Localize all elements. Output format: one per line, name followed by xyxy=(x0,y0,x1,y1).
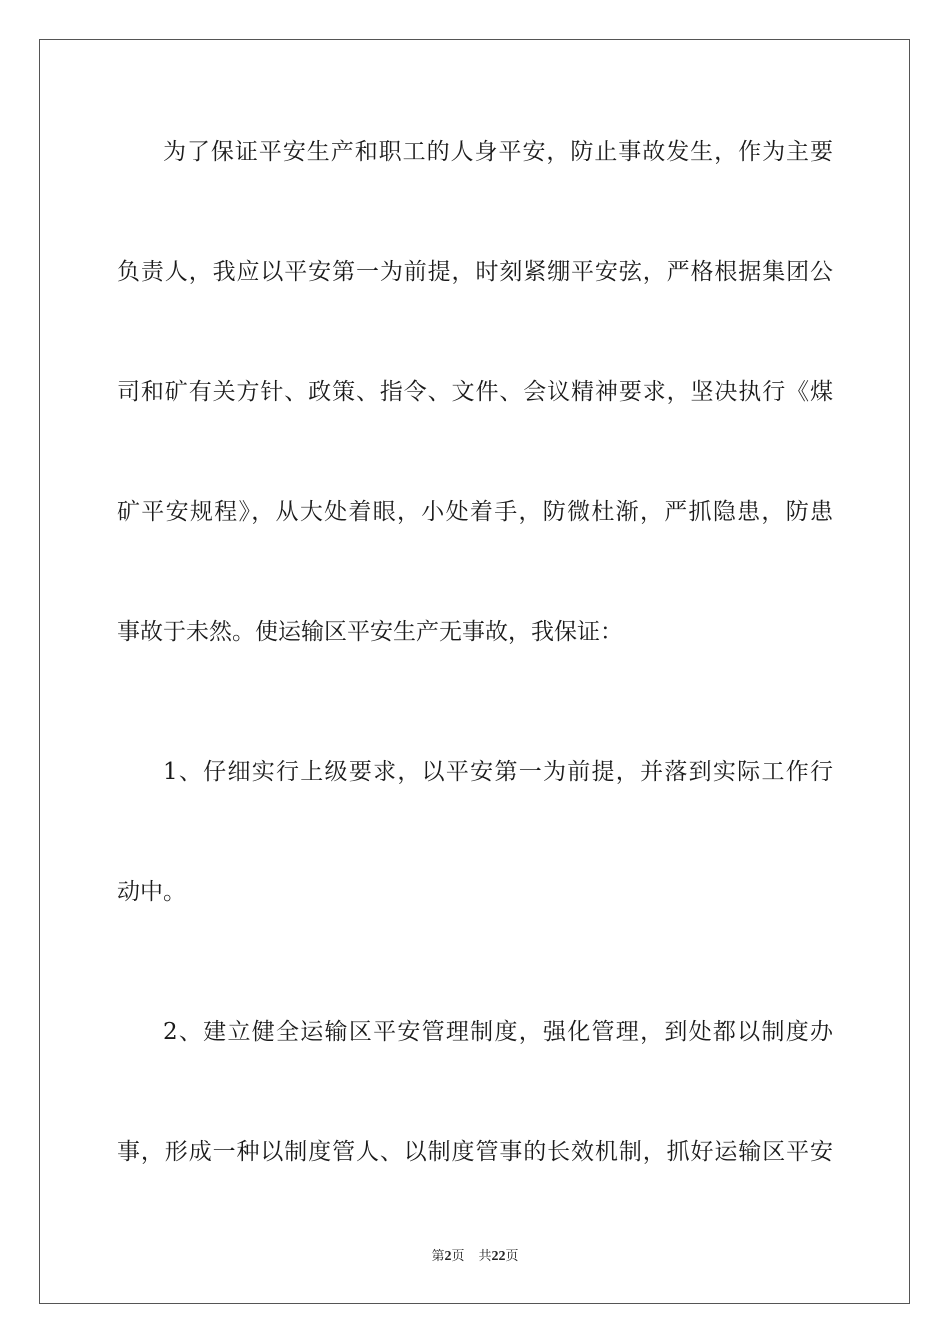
page-total: 22 xyxy=(491,1249,506,1264)
paragraph-line: 事故于未然。使运输区平安生产无事故，我保证： xyxy=(117,619,623,645)
total-prefix: 共 xyxy=(478,1249,492,1264)
page-current: 2 xyxy=(444,1249,452,1264)
page-suffix: 页 xyxy=(451,1249,465,1264)
paragraph-line: 1、仔细实行上级要求，以平安第一为前提，并落到实际工作行 xyxy=(163,759,833,785)
paragraph-line: 司和矿有关方针、政策、指令、文件、会议精神要求，坚决执行《煤 xyxy=(117,379,833,405)
paragraph-line: 事，形成一种以制度管人、以制度管事的长效机制，抓好运输区平安 xyxy=(117,1139,833,1165)
page-border xyxy=(39,39,910,1304)
total-suffix: 页 xyxy=(505,1249,519,1264)
page-number-footer xyxy=(0,1245,950,1265)
paragraph-line: 负责人，我应以平安第一为前提，时刻紧绷平安弦，严格根据集团公 xyxy=(117,259,833,285)
paragraph-line: 矿平安规程》，从大处着眼，小处着手，防微杜渐，严抓隐患，防患 xyxy=(117,499,833,525)
page-prefix: 第 xyxy=(431,1249,445,1264)
paragraph-line: 2、建立健全运输区平安管理制度，强化管理，到处都以制度办 xyxy=(163,1019,833,1045)
paragraph-line: 动中。 xyxy=(117,879,186,905)
paragraph-line: 为了保证平安生产和职工的人身平安，防止事故发生，作为主要 xyxy=(163,139,833,165)
